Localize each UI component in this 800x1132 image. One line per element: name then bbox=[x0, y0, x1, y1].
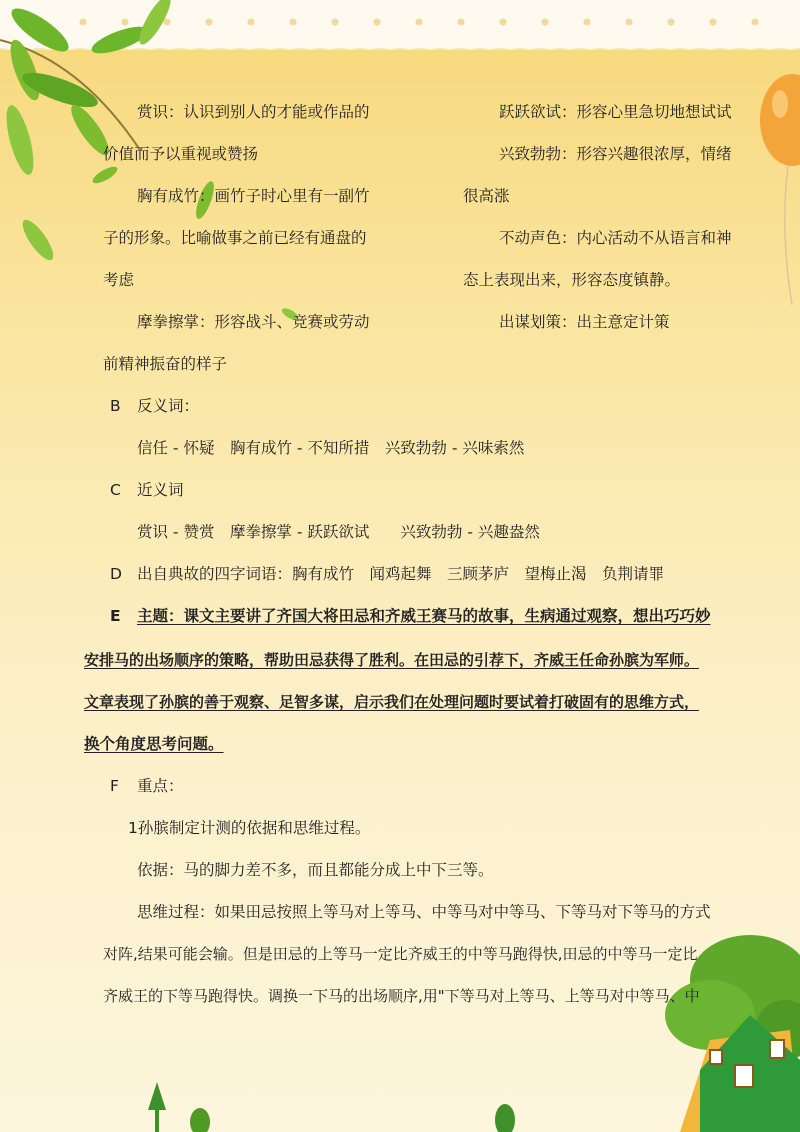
section-f-paragraph-1: 思维过程：如果田忌按照上等马对上等马、中等马对中等马、下等马对下等马的方式 bbox=[137, 903, 711, 921]
section-e-line-2: 安排马的出场顺序的策略，帮助田忌获得了胜利。在田忌的引荐下，齐威王任命孙膑为军师。 bbox=[84, 651, 700, 669]
right-col-line-1: 跃跃欲试：形容心里急切地想试试 bbox=[499, 103, 732, 121]
section-e-label: E bbox=[110, 607, 121, 625]
section-b-label: B bbox=[110, 397, 121, 415]
left-col-line-2: 价值而予以重视或赞扬 bbox=[103, 145, 259, 163]
section-e-line-1: 主题：课文主要讲了齐国大将田忌和齐威王赛马的故事，生病通过观察，想出巧巧妙 bbox=[137, 607, 711, 625]
section-b-content: 信任 - 怀疑 胸有成竹 - 不知所措 兴致勃勃 - 兴味索然 bbox=[137, 439, 525, 457]
small-trees-decoration bbox=[100, 1080, 540, 1132]
right-col-line-4: 不动声色：内心活动不从语言和神 bbox=[499, 229, 732, 247]
section-f-title: 重点： bbox=[137, 777, 184, 795]
section-c-content: 赏识 - 赞赏 摩拳擦掌 - 跃跃欲试 兴致勃勃 - 兴趣盎然 bbox=[137, 523, 540, 541]
left-col-line-3: 胸有成竹：画竹子时心里有一副竹 bbox=[137, 187, 370, 205]
section-d-label: D bbox=[110, 565, 122, 583]
left-col-line-1: 赏识：认识到别人的才能或作品的 bbox=[137, 103, 370, 121]
section-e-line-3: 文章表现了孙膑的善于观察、足智多谋，启示我们在处理问题时要试着打破固有的思维方式， bbox=[84, 693, 700, 711]
section-f-basis: 依据：马的脚力差不多，而且都能分成上中下三等。 bbox=[137, 861, 494, 879]
section-f-paragraph-3: 齐威王的下等马跑得快。调换一下马的出场顺序,用"下等马对上等马、上等马对中等马、中 bbox=[103, 987, 700, 1005]
section-b-title: 反义词： bbox=[137, 397, 200, 415]
section-e-line-4: 换个角度思考问题。 bbox=[84, 735, 224, 753]
right-col-line-3: 很高涨 bbox=[463, 187, 510, 205]
right-col-line-5: 态上表现出来，形容态度镇静。 bbox=[463, 271, 681, 289]
right-col-line-2: 兴致勃勃：形容兴趣很浓厚，情绪 bbox=[499, 145, 732, 163]
left-col-line-4: 子的形象。比喻做事之前已经有通盘的 bbox=[103, 229, 367, 247]
section-c-label: C bbox=[110, 481, 121, 499]
section-f-label: F bbox=[110, 777, 119, 795]
section-c-title: 近义词 bbox=[137, 481, 184, 499]
left-col-line-7: 前精神振奋的样子 bbox=[103, 355, 228, 373]
section-d-content: 出自典故的四字词语：胸有成竹 闻鸡起舞 三顾茅庐 望梅止渴 负荆请罪 bbox=[137, 565, 665, 583]
balloon-decoration bbox=[750, 70, 800, 310]
right-col-line-6: 出谋划策：出主意定计策 bbox=[499, 313, 670, 331]
left-col-line-6: 摩拳擦掌：形容战斗、竞赛或劳动 bbox=[137, 313, 370, 331]
section-f-paragraph-2: 对阵,结果可能会输。但是田忌的上等马一定比齐威王的中等马跑得快,田忌的中等马一定比 bbox=[103, 945, 698, 963]
left-col-line-5: 考虑 bbox=[103, 271, 135, 289]
section-f-item-1: 1孙膑制定计测的依据和思维过程。 bbox=[128, 819, 371, 837]
